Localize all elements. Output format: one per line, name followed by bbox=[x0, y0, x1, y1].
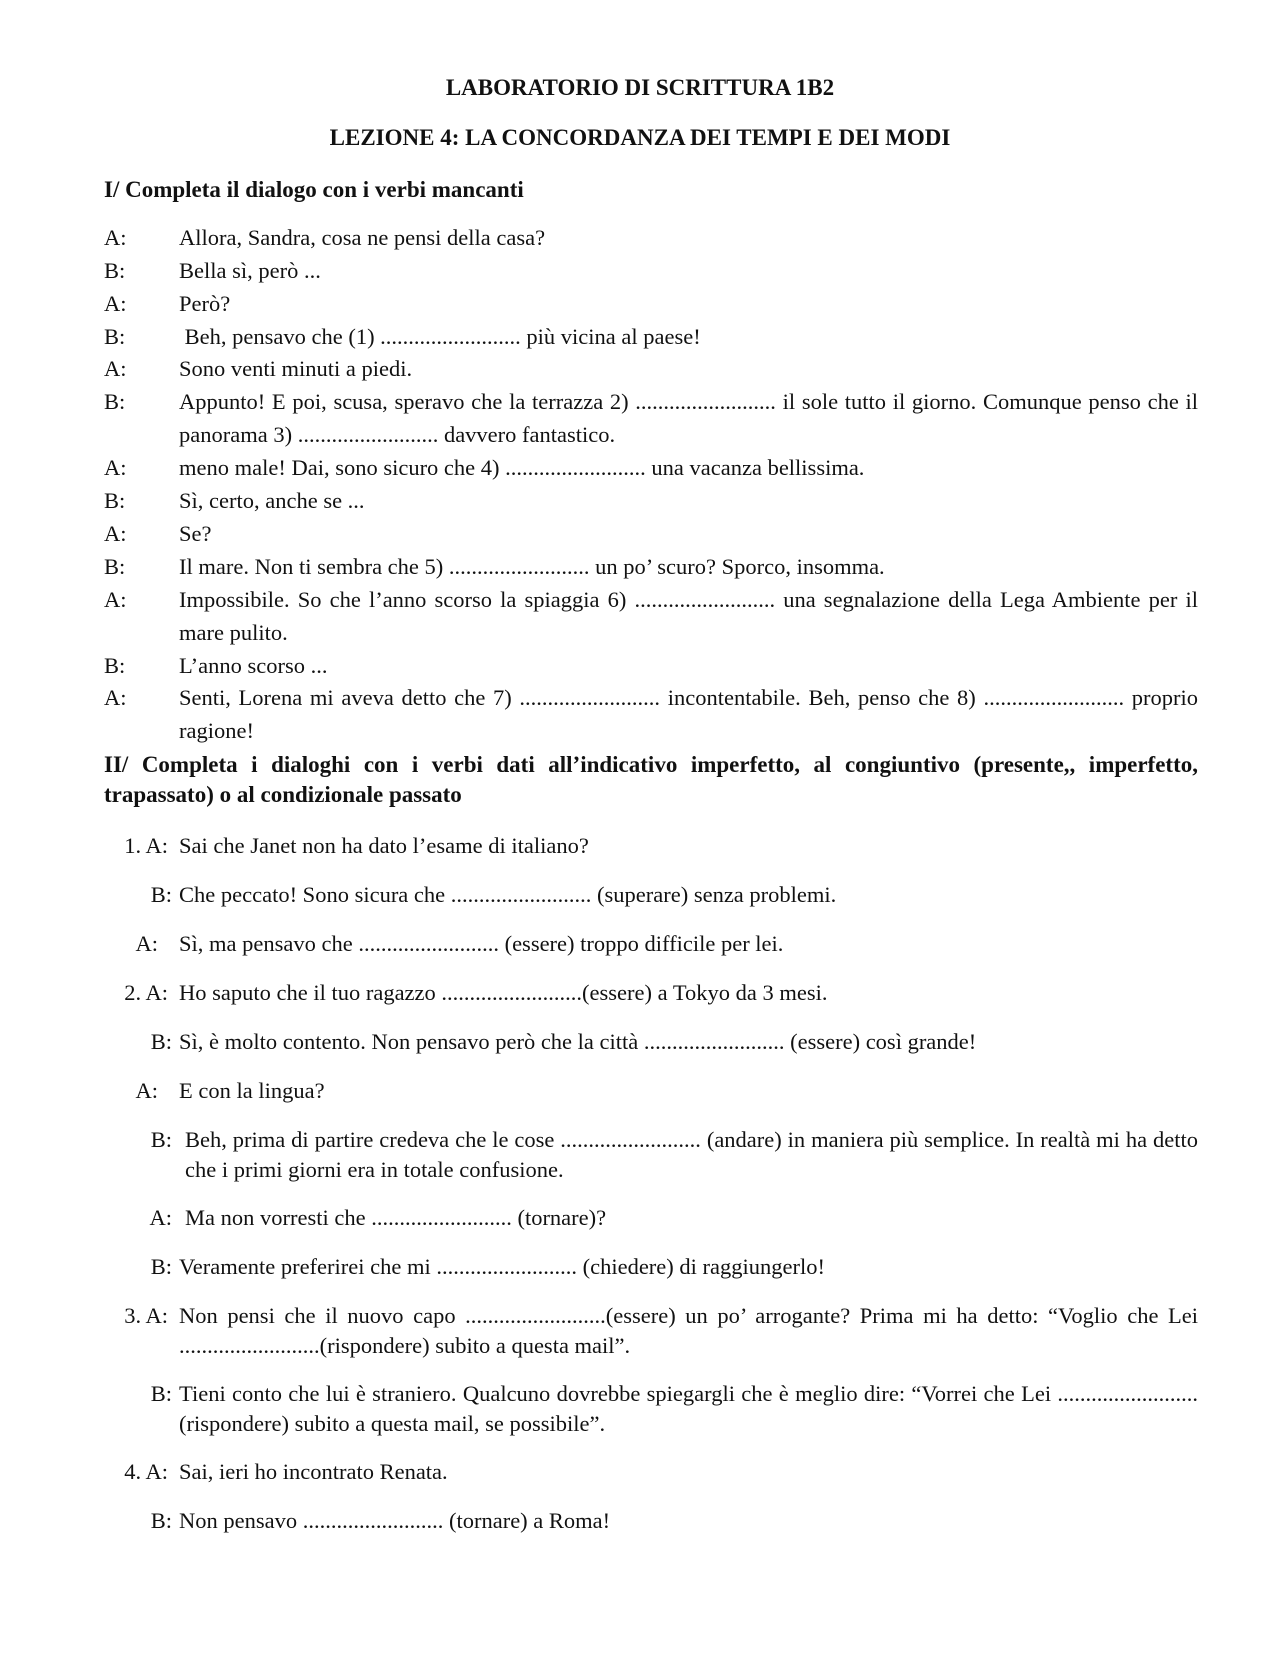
line-text: meno male! Dai, sono sicuro che 4) ......................... una vacanza bellissima. bbox=[179, 455, 865, 480]
line-text: Ho saputo che il tuo ragazzo .........................(essere) a Tokyo da 3 mesi. bbox=[179, 980, 828, 1005]
speaker-label: B: bbox=[150, 1508, 172, 1533]
line-text: Il mare. Non ti sembra che 5) ......................... un po’ scuro? Sporco, insomma. bbox=[179, 554, 885, 579]
speaker-label: A: bbox=[149, 1205, 172, 1230]
speaker-label: A: bbox=[135, 1078, 158, 1103]
speaker-label: B: bbox=[104, 653, 126, 678]
page-subtitle: LEZIONE 4: LA CONCORDANZA DEI TEMPI E DEI MODI bbox=[329, 125, 951, 150]
line-text: Sai, ieri ho incontrato Renata. bbox=[179, 1459, 448, 1484]
speaker-label: B: bbox=[150, 882, 172, 907]
line-text: Sì, ma pensavo che ......................... (essere) troppo difficile per lei. bbox=[179, 931, 784, 956]
section1-heading: I/ Completa il dialogo con i verbi mancanti bbox=[104, 177, 524, 202]
speaker-label: B: bbox=[104, 389, 126, 414]
speaker-label: A: bbox=[104, 225, 127, 250]
line-text: Però? bbox=[179, 291, 231, 316]
line-text: Allora, Sandra, cosa ne pensi della casa? bbox=[179, 225, 546, 250]
page-title: LABORATORIO DI SCRITTURA 1B2 bbox=[445, 75, 835, 100]
line-text: Se? bbox=[179, 521, 212, 546]
speaker-label: B: bbox=[104, 488, 126, 513]
line-text: Beh, pensavo che (1) ......................... più vicina al paese! bbox=[179, 324, 701, 349]
line-text: Sai che Janet non ha dato l’esame di italiano? bbox=[179, 833, 589, 858]
line-text: Bella sì, però ... bbox=[179, 258, 321, 283]
speaker-label: 2. A: bbox=[124, 980, 168, 1005]
line-text: Sono venti minuti a piedi. bbox=[179, 356, 413, 381]
line-text: Ma non vorresti che ......................... (tornare)? bbox=[185, 1205, 607, 1230]
line-text: Che peccato! Sono sicura che ......................... (superare) senza problemi. bbox=[179, 882, 837, 907]
line-text: Impossibile. So che l’anno scorso la spiaggia 6) ......................... una segnalazione della Lega Ambiente per il mare pulito. bbox=[179, 587, 1198, 645]
speaker-label: 4. A: bbox=[124, 1459, 168, 1484]
speaker-label: B: bbox=[150, 1029, 172, 1054]
speaker-label: 1. A: bbox=[124, 833, 168, 858]
speaker-label: A: bbox=[104, 455, 127, 480]
section2-heading: II/ Completa i dialoghi con i verbi dati all’indicativo imperfetto, al congiuntivo (presente,, imperfetto, trapassato) o al condizionale passato bbox=[104, 752, 1198, 807]
speaker-label: B: bbox=[104, 554, 126, 579]
speaker-label: A: bbox=[104, 356, 127, 381]
line-text: Tieni conto che lui è straniero. Qualcuno dovrebbe spiegargli che è meglio dire: “Vorrei che Lei ......................... (rispondere) subito a questa mail, se possibile”. bbox=[179, 1381, 1198, 1436]
line-text: L’anno scorso ... bbox=[179, 653, 328, 678]
line-text: E con la lingua? bbox=[179, 1078, 325, 1103]
speaker-label: 3. A: bbox=[124, 1303, 168, 1328]
speaker-label: A: bbox=[135, 931, 158, 956]
line-text: Beh, prima di partire credeva che le cose ......................... (andare) in maniera più semplice. In realtà mi ha detto che i primi giorni era in totale confusione. bbox=[185, 1127, 1198, 1182]
speaker-label: B: bbox=[150, 1381, 172, 1406]
speaker-label: B: bbox=[104, 258, 126, 283]
speaker-label: A: bbox=[104, 587, 127, 612]
line-text: Senti, Lorena mi aveva detto che 7) ......................... incontentabile. Beh, penso che 8) ......................... proprio ragione! bbox=[179, 685, 1198, 743]
line-text: Veramente preferirei che mi ......................... (chiedere) di raggiungerlo! bbox=[179, 1254, 825, 1279]
speaker-label: B: bbox=[150, 1254, 172, 1279]
speaker-label: B: bbox=[104, 324, 126, 349]
line-text: Non pensi che il nuovo capo .........................(essere) un po’ arrogante? Prima mi ha detto: “Voglio che Lei .........................(rispondere) subito a questa mail”. bbox=[179, 1303, 1198, 1358]
line-text: Sì, è molto contento. Non pensavo però che la città ......................... (essere) così grande! bbox=[179, 1029, 977, 1054]
speaker-label: A: bbox=[104, 291, 127, 316]
speaker-label: B: bbox=[150, 1127, 172, 1152]
speaker-label: A: bbox=[104, 685, 127, 710]
speaker-label: A: bbox=[104, 521, 127, 546]
line-text: Sì, certo, anche se ... bbox=[179, 488, 365, 513]
line-text: Non pensavo ......................... (tornare) a Roma! bbox=[179, 1508, 611, 1533]
line-text: Appunto! E poi, scusa, speravo che la terrazza 2) ......................... il sole tutto il giorno. Comunque penso che il panorama 3) ......................... davvero fantastico. bbox=[179, 389, 1198, 447]
